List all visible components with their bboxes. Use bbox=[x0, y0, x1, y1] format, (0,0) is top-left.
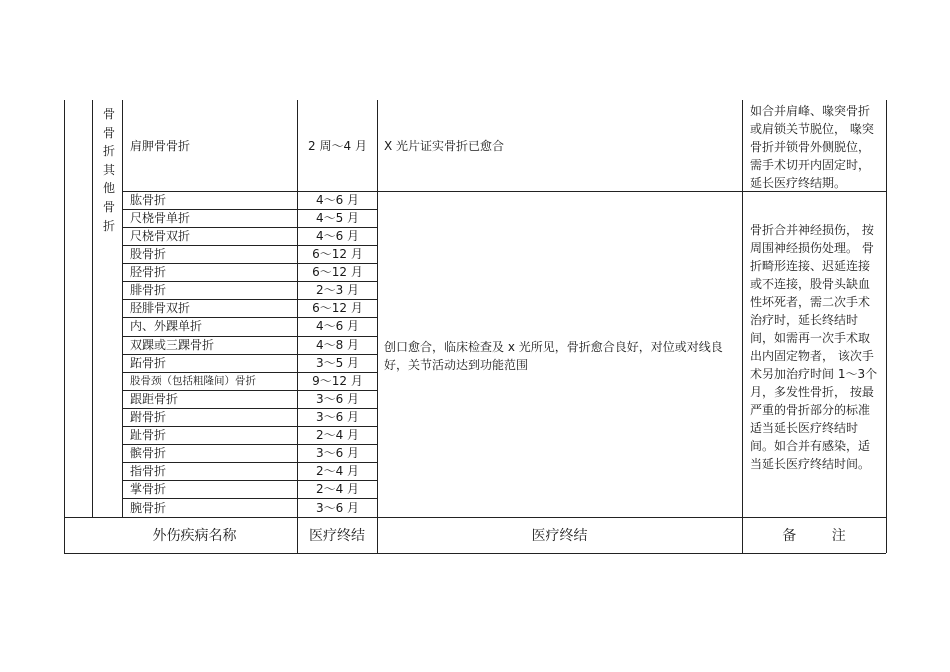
duration-value: 2～4 月 bbox=[315, 428, 360, 442]
duration-value: 9～12 月 bbox=[312, 374, 363, 388]
duration-value: 4～5 月 bbox=[315, 211, 360, 225]
category-char: 折 bbox=[102, 144, 115, 159]
injury-name: 腕骨折 bbox=[130, 501, 167, 515]
duration-value: 2～3 月 bbox=[315, 283, 360, 297]
injury-name: 跖骨折 bbox=[130, 356, 167, 370]
footer-injury-name-header: 外伤疾病名称 bbox=[152, 528, 237, 544]
table-border-right bbox=[886, 100, 887, 553]
duration-value: 6～12 月 bbox=[312, 265, 363, 279]
injury-name: 肱骨折 bbox=[130, 193, 167, 207]
category-char: 他 bbox=[102, 181, 115, 196]
duration-value: 4～8 月 bbox=[315, 338, 360, 352]
duration-value: 4～6 月 bbox=[315, 319, 360, 333]
criteria-remark-divider bbox=[742, 100, 743, 553]
category-vertical-label bbox=[101, 105, 117, 235]
injury-name: 跗骨折 bbox=[130, 410, 167, 424]
injury-name: 掌骨折 bbox=[130, 482, 167, 496]
remark-text: 如合并肩峰、喙突骨折或肩锁关节脱位， 喙突骨折并锁骨外侧脱位，需手术切开内固定时，延长医疗终结期。 bbox=[750, 104, 874, 190]
injury-name: 股骨颈（包括粗隆间）骨折 bbox=[130, 375, 256, 387]
injury-table bbox=[64, 100, 887, 553]
footer-criteria-header: 医疗终结 bbox=[531, 528, 588, 544]
duration-value: 4～6 月 bbox=[315, 193, 360, 207]
duration-value: 4～6 月 bbox=[315, 229, 360, 243]
injury-name: 内、外踝单折 bbox=[130, 319, 203, 333]
injury-name: 跟距骨折 bbox=[130, 392, 179, 406]
category-column-divider bbox=[122, 100, 123, 517]
injury-name: 髌骨折 bbox=[130, 446, 167, 460]
injury-name: 胫骨折 bbox=[130, 265, 167, 279]
duration-value: 3～6 月 bbox=[315, 501, 360, 515]
duration-criteria-divider bbox=[377, 100, 378, 553]
injury-name: 股骨折 bbox=[130, 247, 167, 261]
table-border-bottom bbox=[64, 553, 886, 554]
injury-name: 尺桡骨单折 bbox=[130, 211, 191, 225]
footer-remark-header: 备 注 bbox=[782, 528, 846, 544]
name-duration-divider bbox=[297, 100, 298, 553]
category-char: 骨 bbox=[102, 125, 115, 140]
duration-value: 2～4 月 bbox=[315, 464, 360, 478]
injury-name: 胫腓骨双折 bbox=[130, 301, 191, 315]
footer-duration-header: 医疗终结 bbox=[309, 528, 365, 544]
duration-value: 2 周～4 月 bbox=[308, 139, 367, 153]
duration-value: 3～6 月 bbox=[315, 446, 360, 460]
category-char: 骨 bbox=[102, 199, 115, 214]
injury-name: 指骨折 bbox=[130, 464, 167, 478]
remark-text: 骨折合并神经损伤， 按周围神经损伤处理。 骨折畸形连接、迟延连接或不连接，股骨头缺血性坏死者，需二次手术治疗时，延长终结时间，如需再一次手术取出内固定物者， 该次手术另加治疗时间 1～3个月，多发性骨折， 按最严重的骨折部分的标准适当延长医疗终结时间。如合并有感染，适当延长医疗终结时间。 bbox=[750, 223, 878, 471]
criteria-text: 创口愈合，临床检查及 x 光所见，骨折愈合良好，对位或对线良好，关节活动达到功能范围 bbox=[384, 340, 723, 372]
duration-value: 3～5 月 bbox=[315, 356, 360, 370]
injury-name: 肩胛骨骨折 bbox=[130, 139, 191, 153]
injury-name: 趾骨折 bbox=[130, 428, 167, 442]
category-char: 其 bbox=[102, 162, 115, 177]
duration-value: 3～6 月 bbox=[315, 410, 360, 424]
injury-name: 双踝或三踝骨折 bbox=[130, 338, 215, 352]
injury-name: 腓骨折 bbox=[130, 283, 167, 297]
category-char: 骨 bbox=[102, 107, 115, 121]
duration-value: 3～6 月 bbox=[315, 392, 360, 406]
category-char: 折 bbox=[102, 218, 115, 233]
table-border-left bbox=[64, 100, 65, 553]
injury-name: 尺桡骨双折 bbox=[130, 229, 191, 243]
criteria-text: X 光片证实骨折已愈合 bbox=[384, 139, 505, 153]
duration-value: 6～12 月 bbox=[312, 247, 363, 261]
duration-value: 2～4 月 bbox=[315, 482, 360, 496]
inner-border-left bbox=[92, 100, 93, 517]
duration-value: 6～12 月 bbox=[312, 301, 363, 315]
